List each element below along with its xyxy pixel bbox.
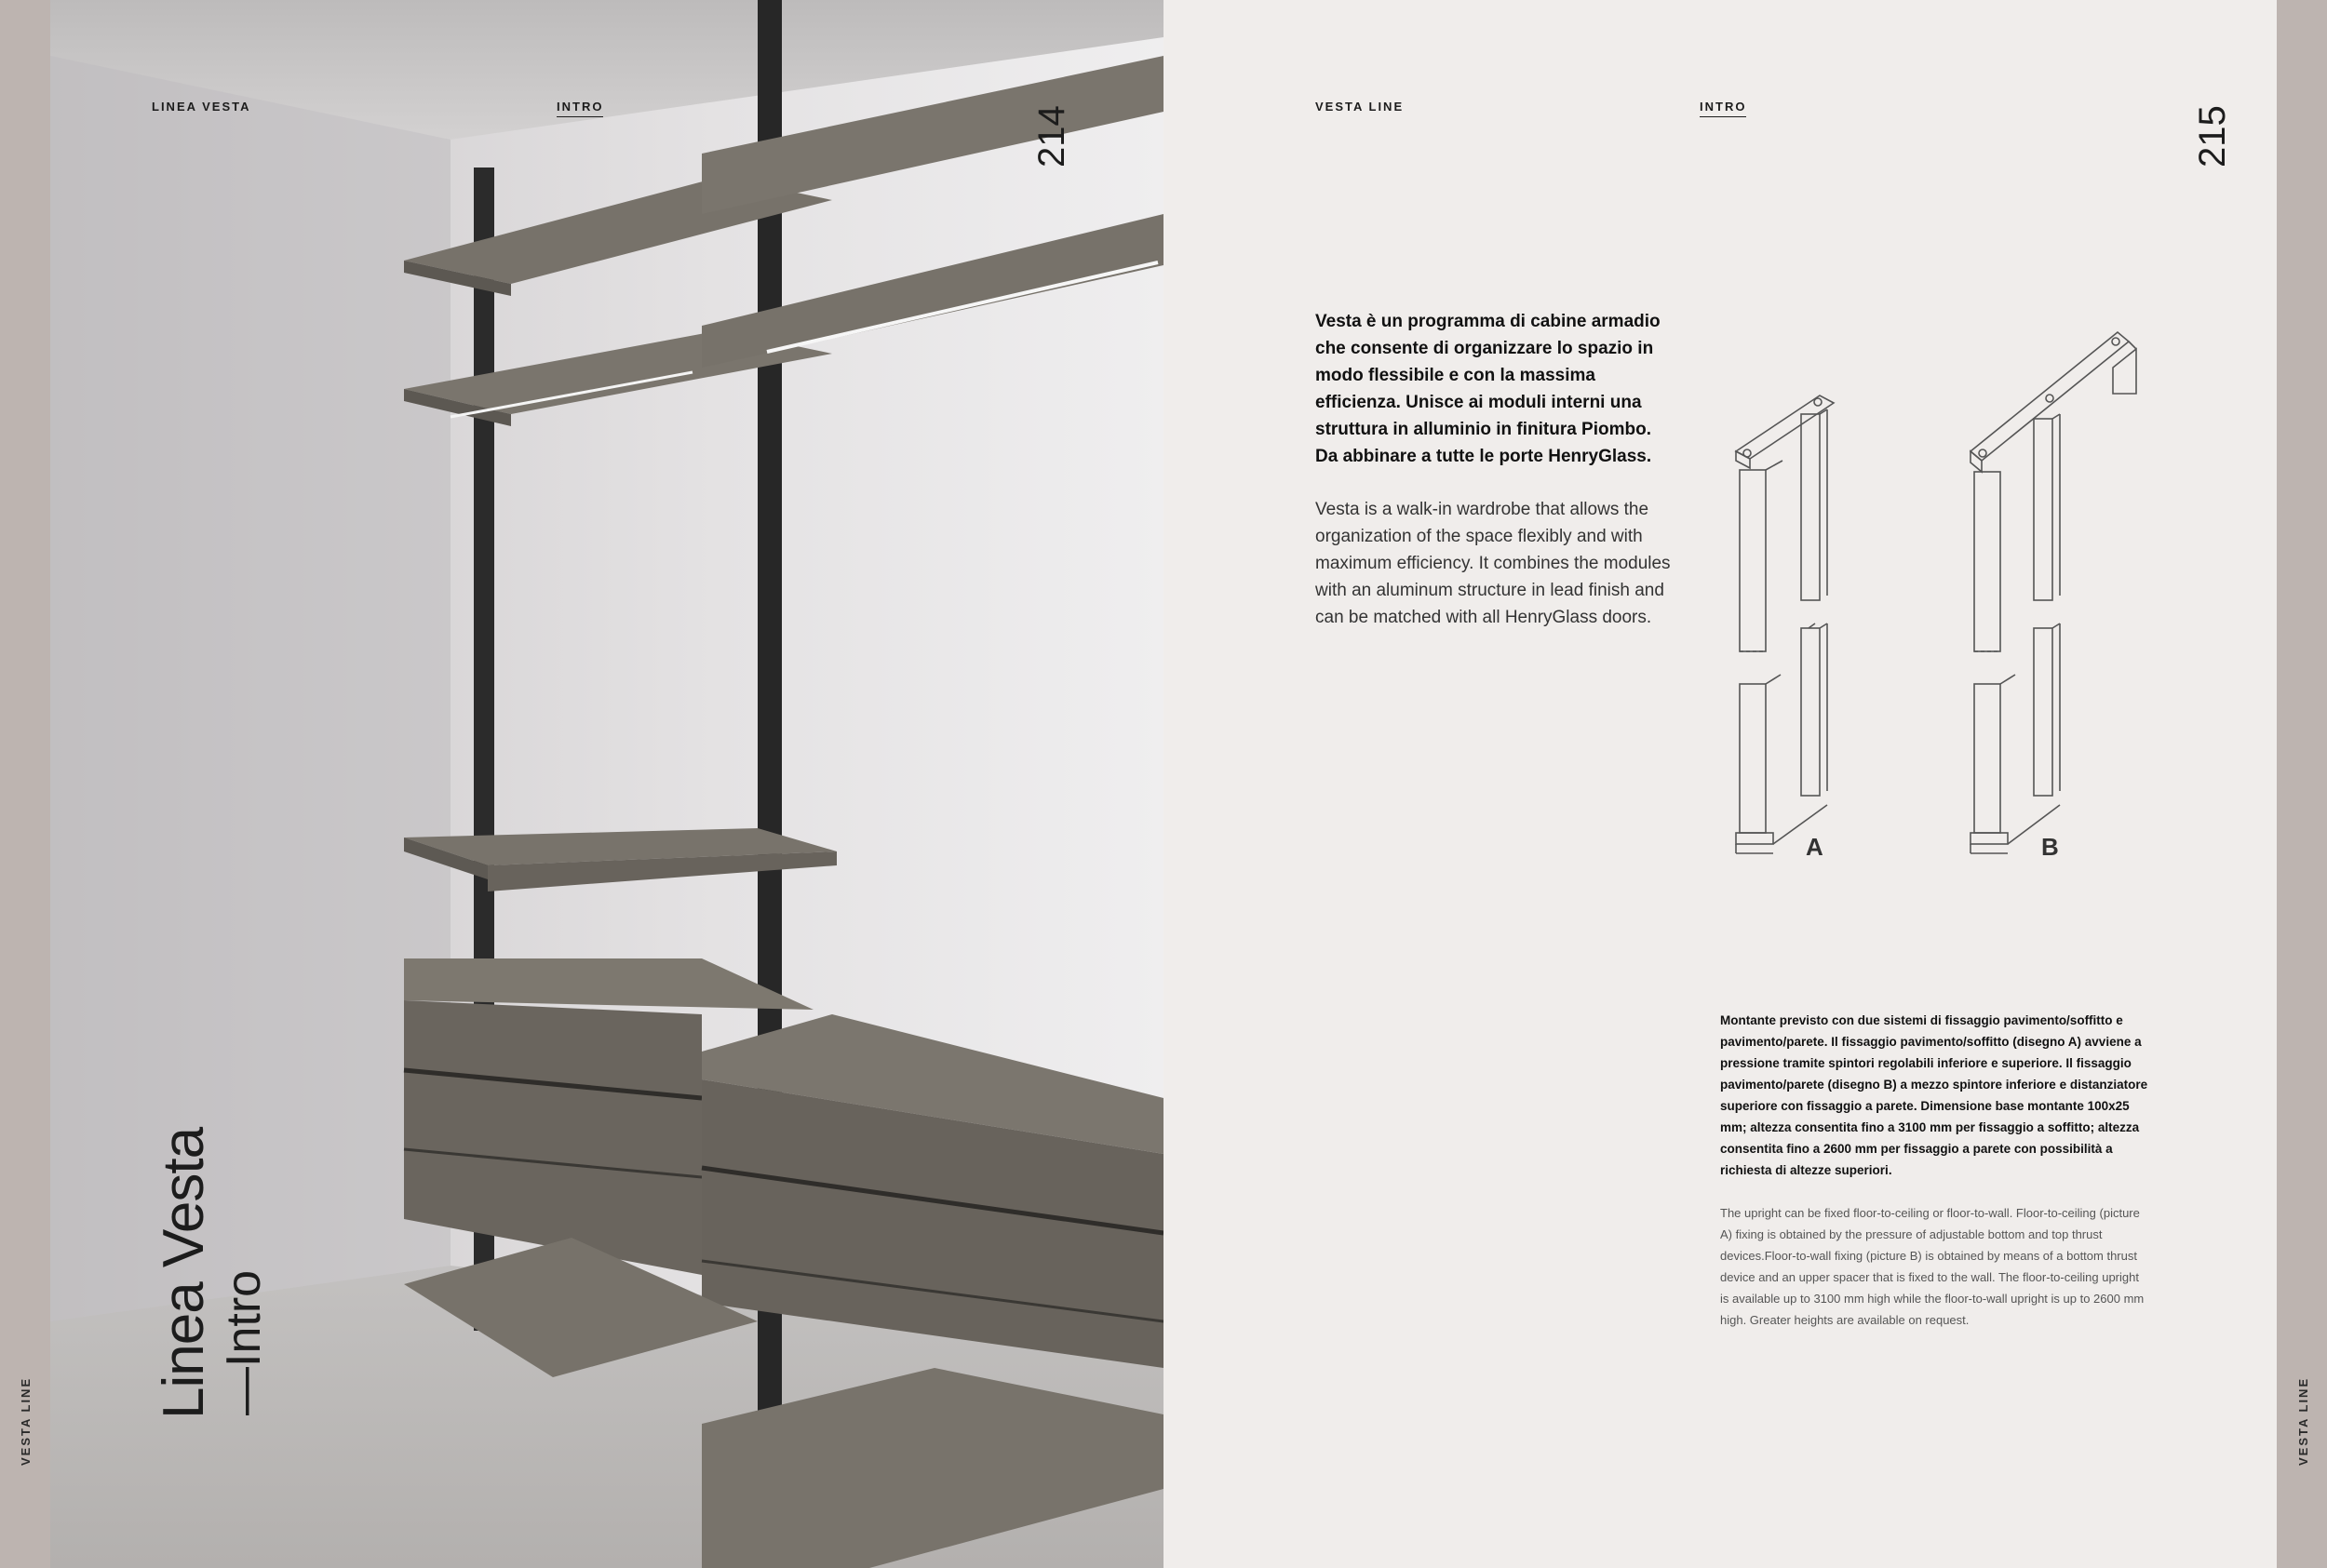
left-edge-strip (0, 0, 50, 1568)
right-edge-strip (2277, 0, 2327, 1568)
intro-italian: Vesta è un programma di cabine armadio che consente di organizzare lo spazio in modo flessibile e con la massima efficienza. Unisce ai moduli interni una struttura in alluminio in finitura Piombo. Da abbinare a tutte le porte HenryGlass. (1315, 312, 1661, 466)
diagram-b-bottom (1971, 623, 2060, 853)
technical-note-english: The upright can be fixed floor-to-ceiling or floor-to-wall. Floor-to-ceiling (picture A) fixing is obtained by the pressure of adjustable bottom and top thrust devices.Floor-to-wall fixing (picture B) is obtained by means of a bottom thrust device and an upper spacer that is fixed to the wall. The floor-to-ceiling upright is available up to 3100 mm high while the floor-to-wall upright is up to 2600 mm high. Greater heights are available on request. (1720, 1206, 2145, 1327)
left-header-tab[interactable]: INTRO (557, 100, 603, 117)
left-page-number: 214 (1031, 105, 1072, 168)
intro-english: Vesta is a walk-in wardrobe that allows the organization of the space flexibly and with maximum efficiency. It combines the modules with an aluminum structure in lead finish and can be matched with all HenryGlass doors. (1315, 500, 1671, 627)
diagram-label-a: A (1806, 833, 1823, 861)
title-sub: —Intro (217, 1269, 271, 1415)
right-header-tab[interactable]: INTRO (1700, 100, 1746, 117)
title-main: Linea Vesta (152, 1127, 216, 1419)
diagram-label-b: B (2041, 833, 2059, 861)
diagram-a-top (1736, 395, 1834, 651)
technical-note-italian: Montante previsto con due sistemi di fissaggio pavimento/soffitto e pavimento/parete. Il fissaggio pavimento/soffitto (disegno A) avviene a pressione tramite spintori regolabili inferiore e superiore. Il fissaggio pavimento/parete (disegno B) a mezzo spintore inferiore e distanziatore superiore con fissaggio a parete. Dimensione base montante 100x25 mm; altezza consentita fino a 3100 mm per fissaggio a soffitto; altezza consentita fino a 2600 mm per fissaggio a parete con possibilità a richiesta di altezze superiori. (1720, 1013, 2148, 1177)
right-header-section: VESTA LINE (1315, 100, 1405, 114)
page-title (152, 1128, 271, 1419)
right-side-label: VESTA LINE (2296, 1376, 2310, 1466)
left-header-section: LINEA VESTA (152, 100, 251, 114)
diagram-a-bottom (1736, 623, 1827, 853)
diagram-b-top (1971, 332, 2136, 651)
right-page-number: 215 (2192, 105, 2233, 168)
left-side-label: VESTA LINE (19, 1376, 33, 1466)
upright-fixing-diagram (1727, 312, 2155, 870)
